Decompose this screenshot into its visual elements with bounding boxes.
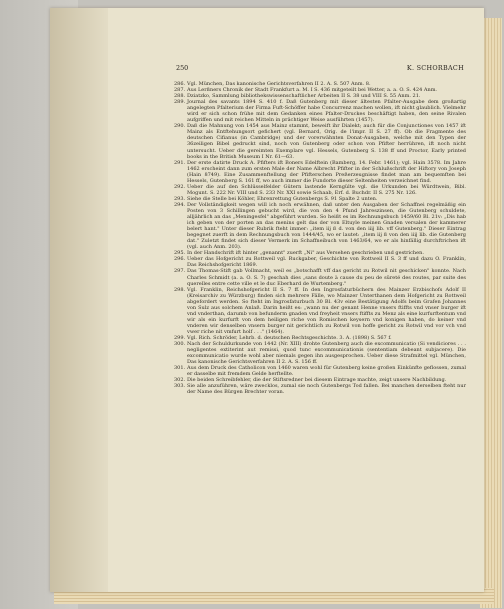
footnote-number: 294. bbox=[174, 201, 186, 208]
footnote-number: 303. bbox=[174, 383, 186, 390]
footnote-text: Vgl. Rich. Schröder, Lehrb. d. deutschen Rechtsgeschichte. 3. A. (1898) S. 567 f. bbox=[187, 334, 392, 341]
footnote-number: 290. bbox=[174, 123, 186, 130]
footnote-item bbox=[174, 99, 466, 123]
footnote-text: Der Vollständigkeit wegen will ich noch erwähnen, daß unter den Ausgaben der Schaffnei regelmäßig ein Posten von 3 Schillingen gebucht wird, die von den 4 Pfund Jahreszinsen, die Gutenberg schuldete, alljährlich an das „Meningesfel" abgeführt wurden. So heißt es im Rechnungsbuch 1459/60 Bl. 21v: „Dis hab ich geben von der porten an das menins gelt das der von Eltuyle meinen Gnaden versalen der kammerer belert hant." Unter dieser Rubrik fteht immer: „item iij ß d. von den iiij lib. vff Gutenberg." Dieser Eintrag begegnet zuerft in dem Rechnungsbuch von 1444/45, wo er lautet: „item iij ß von den iiij lib. die Gutenberg dat." Zuletzt findet sich dieser Vermerk im Schaffneibuch von 1463/64, wo er als hinfällig durchftrichen ift (vgl. auch Anm. 203). bbox=[187, 201, 466, 251]
footnote-item bbox=[174, 202, 466, 250]
footnote-item bbox=[174, 256, 466, 268]
footnote-text: Dziatzko, Sammlung bibliothekswissenschaftlicher Arbeiten II S. 38 und VIII S. 55 Anm. 21. bbox=[187, 93, 421, 100]
footnote-item bbox=[174, 365, 466, 377]
footnote-number: 296. bbox=[174, 256, 186, 263]
footnote-number: 299. bbox=[174, 334, 186, 341]
footnote-text: In der Handschrift ift hinter „genannt" zuerft „Ni" aus Versehen geschrieben und gestrichen. bbox=[187, 250, 424, 257]
footnote-item bbox=[174, 287, 466, 335]
footnote-text: Journal des savants 1894 S. 410 f. Daß Gutenberg mit dieser ältesten Pfalter-Ausgabe dem großartig angelegten Pfalterium der Firma Fuft-Schöffer habe Concurrenz machen wollen, ift nicht glaublich. Vielmehr wird er sich schon frühe mit dem Gedanken eines Pfalter-Druckes beschäftigt haben, den seine Rivalen aufgriffen und mit reichen Mitteln in prächtiger Weise ausführten (1457). bbox=[187, 99, 466, 124]
footnote-number: 287. bbox=[174, 87, 186, 94]
footnote-number: 288. bbox=[174, 93, 186, 100]
footnote-number: 301. bbox=[174, 365, 186, 372]
footnote-item bbox=[174, 383, 466, 395]
page-header bbox=[176, 64, 464, 74]
footnote-text: Sie alle anzuführen, wäre zwecklos, zumal sie noch Gutenbergs Tod fallen. Bei manchen derselben fteht nur der Name des Bürgen Brechter voran. bbox=[187, 383, 466, 396]
footnote-text: Nach der Schuldurkunde von 1442 (Nr. XIII) drohte Gutenberg auch die excommunicatio (Si vendiciores . . . negligentes extiterint aut remissi, quod tunc excommunicationis (sententiam debeant subjacere). Die excommunicatio wurde wohl aber niemals gegen ihn ausgesprochen. Ueber diese Strafmittel vgl. München, Das kanonische Gerichtsverfahren II 2. A. S. 156 ff. bbox=[187, 341, 466, 366]
footnote-text: Siehe die Stelle bei Köhler, Ehrenrettung Gutenbergs S. 91 Spalte 2 unten. bbox=[187, 195, 378, 202]
footnote-item bbox=[174, 160, 466, 184]
footnote-text: Der erste datirte Druck A. Pfifters ift Boners Edelftein (Bamberg, 14. Febr. 1461); vgl. Hain 3578. Im Jahre 1462 erscheint dann zum ersten Male der Name Albrecht Pfifter in der Schlußschrift der Hiftory von Joseph (Hain 8749). Eine Zusammenftellung der Pfifterschen Preßerzeugnisse findet man am bequemften bei Hessels, Gutenberg S. 161 ff, wo auch immer die Fundorte dieser Seltenheiten verzeichnet find. bbox=[187, 159, 466, 184]
footnote-number: 298. bbox=[174, 286, 186, 293]
footnote-text: Ueber die auf den Schlüsselfelder Gütern lastende Kerngülte vgl. die Urkunden bei Würdtwein, Bibl. Mogunt. S. 222 Nr. VIII und S. 233 Nr. XXI sowie Schaab, Erf. d. Buchdr. II S. 275 Nr. 126. bbox=[187, 183, 466, 196]
footnote-number: 293. bbox=[174, 195, 186, 202]
footnote-text: Daß die Mahnung von 1454 aus Mainz stammt, beweift ihr Dialekt; auch für die Conjunctiones von 1457 ift Mainz als Entftehungsort gefichert (vgl. Bernard, Orig. de l'impr. II S. 27 ff). Ob die Fragmente des deutschen Cifianus (in Cambridge) und der vorerwähnten Donat-Ausgaben, welche mit den Typen der 36zeiligen Bibel gedruckt sind, noch von Gutenberg oder schon von Pfifter herrühren, ift noch nicht untersucht. Ueber die gereimten Exemplare vgl. Hessels, Gutenberg S. 138 ff und Proctor, Early printed books in the British Museum I Nr. 61—63. bbox=[187, 123, 466, 160]
page-gutter-shadow bbox=[50, 8, 108, 592]
footnote-item bbox=[174, 123, 466, 159]
footnote-number: 297. bbox=[174, 268, 186, 275]
footnote-text: Ueber das Hofgericht zu Rottweil vgl. Ruckgaber, Geschichte von Rottweil II S. 3 ff und dazu O. Franklin, Das Reichshofgericht 1869. bbox=[187, 256, 466, 269]
footnote-text: Aus dem Druck des Catholicon von 1460 waren wohl für Gutenberg keine großen Einkünfte geflossen, zumal er dasselbe mit fremdem Gelde herftellte. bbox=[187, 365, 466, 378]
footnote-number: 291. bbox=[174, 159, 186, 166]
footnote-item bbox=[174, 341, 466, 365]
footnote-number: 302. bbox=[174, 377, 186, 384]
page-number: 250 bbox=[176, 64, 189, 72]
footnote-text: Das Thomas-Stift gab Vollmacht, weil es „botschafft vff das gericht zu Rotwil nit geschicken" konnte. Nach Charles Schmidt (a. a. O. S. 7) geschah dies „sans doute à cause du peu de sûreté des routes, par suite des querelles entre cette ville et le duc Eberhard de Wurtemberg." bbox=[187, 268, 466, 287]
footnote-number: 300. bbox=[174, 341, 186, 348]
footnote-text: Die beiden Schreibfehler, die der Stiftsredner bei diesem Eintrage machte, zeigt unsere Nachbildung. bbox=[187, 377, 447, 384]
footnote-number: 289. bbox=[174, 99, 186, 106]
footnote-text: Vgl. München, Das kanonische Gerichtsverfahren II 2. A. S. 507 Anm. 8. bbox=[187, 81, 371, 87]
footnote-number: 292. bbox=[174, 183, 186, 190]
footnote-text: Aus Lerßners Chronik der Stadt Frankfurt a. M. I S. 436 mitgeteilt bei Wetter, a. a. O. S. 424 Anm. bbox=[187, 87, 438, 94]
footnote-number: 286. bbox=[174, 81, 186, 87]
running-title: K. SCHORBACH bbox=[406, 64, 464, 72]
footnote-text: Vgl. Franklin, Reichshofgericht II S. 7 ff. In den Ingrosfaturbüchern des Mainzer Erzbischofs Adolf II (Kreisarchiv zu Würzburg) finden sich mehrere Fälle, wo Mainzer Unterthanen dem Hofgericht zu Rottweil abgefordert werden. So fteht im Ingrosfaturbuch 30 Bl. 43v eine Bestätigung Adolfs beim Grafen Johannes von Sulz aus solchem Anlaß. Darin heißt es: „wann nu der genant Henne vnsers ftiffts vnd vnser burger ift vnd vnderthan, darumb von befunderm gnaden vnd freyheit vnsers ftiffts zu Menz als eine kurfurftentum vnd wir als ein kurfurft von dem heiligen riche von Romischen keysern vnd konigen haben, do keiner vnd vnderen wir denselben vnsern burger nit gerichtlich zu Rotwil von hoffe gericht zu Rotwil vnd vor vch vnd vwer riche nit vmfurt holf . . ." (1464). bbox=[187, 286, 466, 335]
footnotes-list bbox=[174, 81, 466, 395]
footnote-number: 295. bbox=[174, 250, 186, 257]
footnote-item bbox=[174, 268, 466, 286]
footnote-item bbox=[174, 184, 466, 196]
